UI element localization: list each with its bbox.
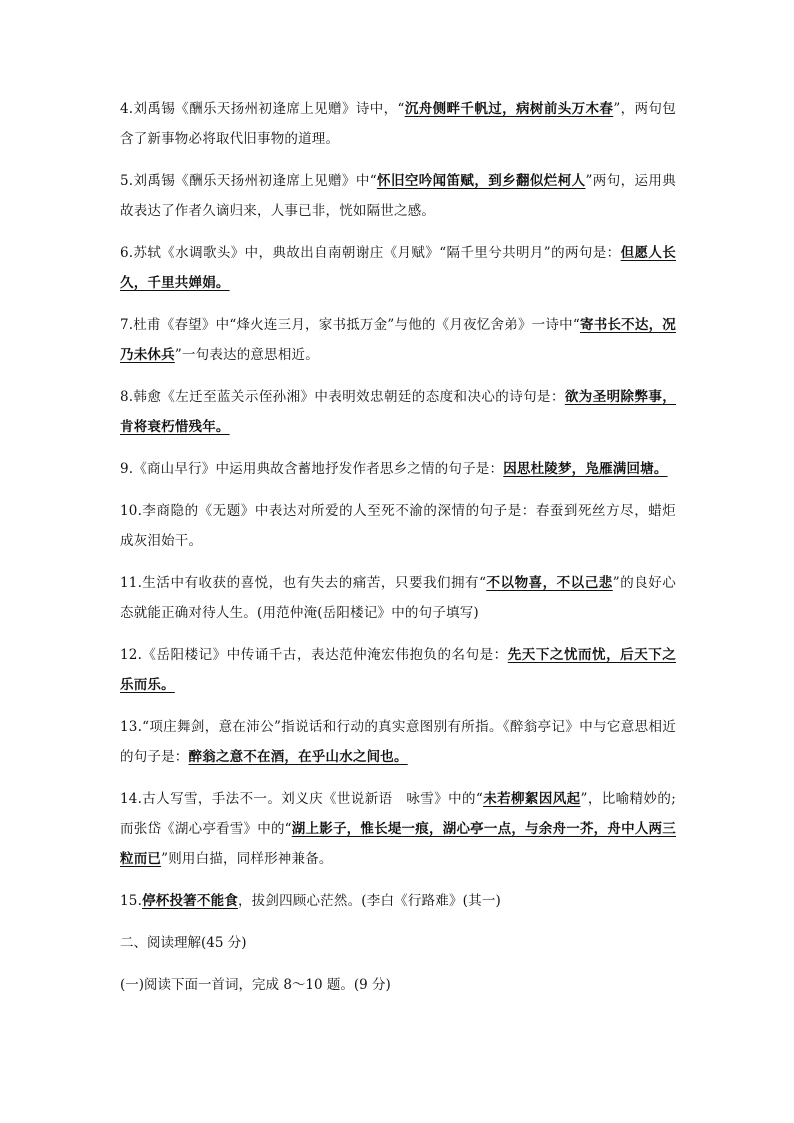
question-number: 7.	[120, 317, 134, 333]
answer-text: 欲为圣明除弊事，肯将衰朽惜残年。	[120, 389, 676, 435]
answer-text: 不以物喜，不以己悲	[486, 575, 613, 591]
question-number: 4.	[120, 101, 134, 117]
question-text: 《岳阳楼记》中传诵千古，表达范仲淹宏伟抱负的名句是：	[142, 647, 508, 663]
question-11	[120, 568, 676, 628]
question-12	[120, 640, 676, 700]
answer-text: 沉舟侧畔千帆过，病树前头万木春	[404, 101, 614, 117]
question-text: “项庄舞剑，意在沛公”指说话和行动的真实意图别有所指。《醉翁亭记》中与它意思相近的句子是：	[120, 719, 676, 765]
question-9	[120, 454, 676, 484]
answer-text: 停杯投箸不能食	[142, 893, 238, 909]
question-number: 9.	[120, 461, 134, 477]
question-text: ”，两句包含了新事物必将取代旧事物的道理。	[120, 101, 677, 147]
answer-text: 但愿人长久，千里共婵娟。	[120, 245, 676, 291]
answer-text: 先天下之忧而忧，后天下之乐而乐。	[120, 647, 677, 693]
question-text: 李商隐的《无题》中表达对所爱的人至死不渝的深情的句子是：春蚕到死丝方尽，蜡炬成灰泪始干。	[120, 503, 676, 549]
answer-text: 湖上影子，惟长堤一痕，湖心亭一点，与余舟一芥，舟中人两三粒而已	[120, 821, 676, 867]
question-number: 8.	[120, 389, 134, 405]
answer-text: 未若柳絮因风起	[483, 791, 581, 807]
question-text: 苏轼《水调歌头》中，典故出自南朝谢庄《月赋》“隔千里兮共明月”的两句是：	[133, 245, 621, 261]
question-5	[120, 166, 676, 226]
answer-text: 醉翁之意不在酒，在乎山水之间也。	[188, 749, 408, 765]
question-number: 11.	[120, 575, 143, 591]
question-text: 生活中有收获的喜悦，也有失去的痛苦，只要我们拥有“	[142, 575, 487, 591]
question-text: 杜甫《春望》中“烽火连三月，家书抵万金”与他的《月夜忆舍弟》一诗中“	[133, 317, 580, 333]
question-8	[120, 382, 676, 442]
question-number: 12.	[120, 647, 143, 663]
question-text: ”的良好心态就能正确对待人生。(用范仲淹(岳阳楼记》中的句子填写)	[120, 575, 676, 621]
question-7	[120, 310, 676, 370]
question-text: 《商山早行》中运用典故含蓄地抒发作者思乡之情的句子是：	[133, 461, 504, 477]
question-4	[120, 94, 676, 154]
section-title: 二、阅读理解(45 分)	[120, 935, 247, 951]
answer-text: 因思杜陵梦，凫雁满回塘。	[503, 461, 668, 477]
question-text: 韩愈《左迁至蓝关示侄孙湘》中表明效忠朝廷的态度和决心的诗句是：	[133, 389, 565, 405]
question-text: ”，比喻精妙的;而张岱《湖心亭看雪》中的“	[120, 791, 676, 837]
question-text: ”则用白描，同样形神兼备。	[161, 851, 333, 867]
question-text: ，拔剑四顾心茫然。(李白《行路难》(其一)	[237, 893, 501, 909]
answer-text: 寄书长不达，况乃未休兵	[120, 317, 676, 363]
question-number: 15.	[120, 893, 143, 909]
question-text: 刘禹锡《酬乐天扬州初逢席上见赠》中“	[133, 173, 377, 189]
question-number: 14.	[120, 791, 143, 807]
subsection-title: (一)阅读下面一首词，完成 8～10 题。(9 分)	[120, 977, 391, 993]
question-10	[120, 496, 676, 556]
question-text: ”一句表达的意思相近。	[174, 347, 319, 363]
question-14	[120, 784, 676, 874]
question-number: 10.	[120, 503, 143, 519]
question-number: 6.	[120, 245, 134, 261]
question-number: 5.	[120, 173, 134, 189]
question-text: 刘禹锡《酬乐天扬州初逢席上见赠》诗中，“	[133, 101, 405, 117]
question-13	[120, 712, 676, 772]
answer-text: 怀旧空吟闻笛赋，到乡翻似烂柯人	[376, 173, 586, 189]
question-15	[120, 886, 676, 916]
question-6	[120, 238, 676, 298]
document-content	[120, 94, 676, 1012]
question-number: 13.	[120, 719, 143, 735]
question-text: 古人写雪，手法不一。刘义庆《世说新语 咏雪》中的“	[142, 791, 484, 807]
question-text: ”两句，运用典故表达了作者久谪归来，人事已非，恍如隔世之感。	[120, 173, 676, 219]
